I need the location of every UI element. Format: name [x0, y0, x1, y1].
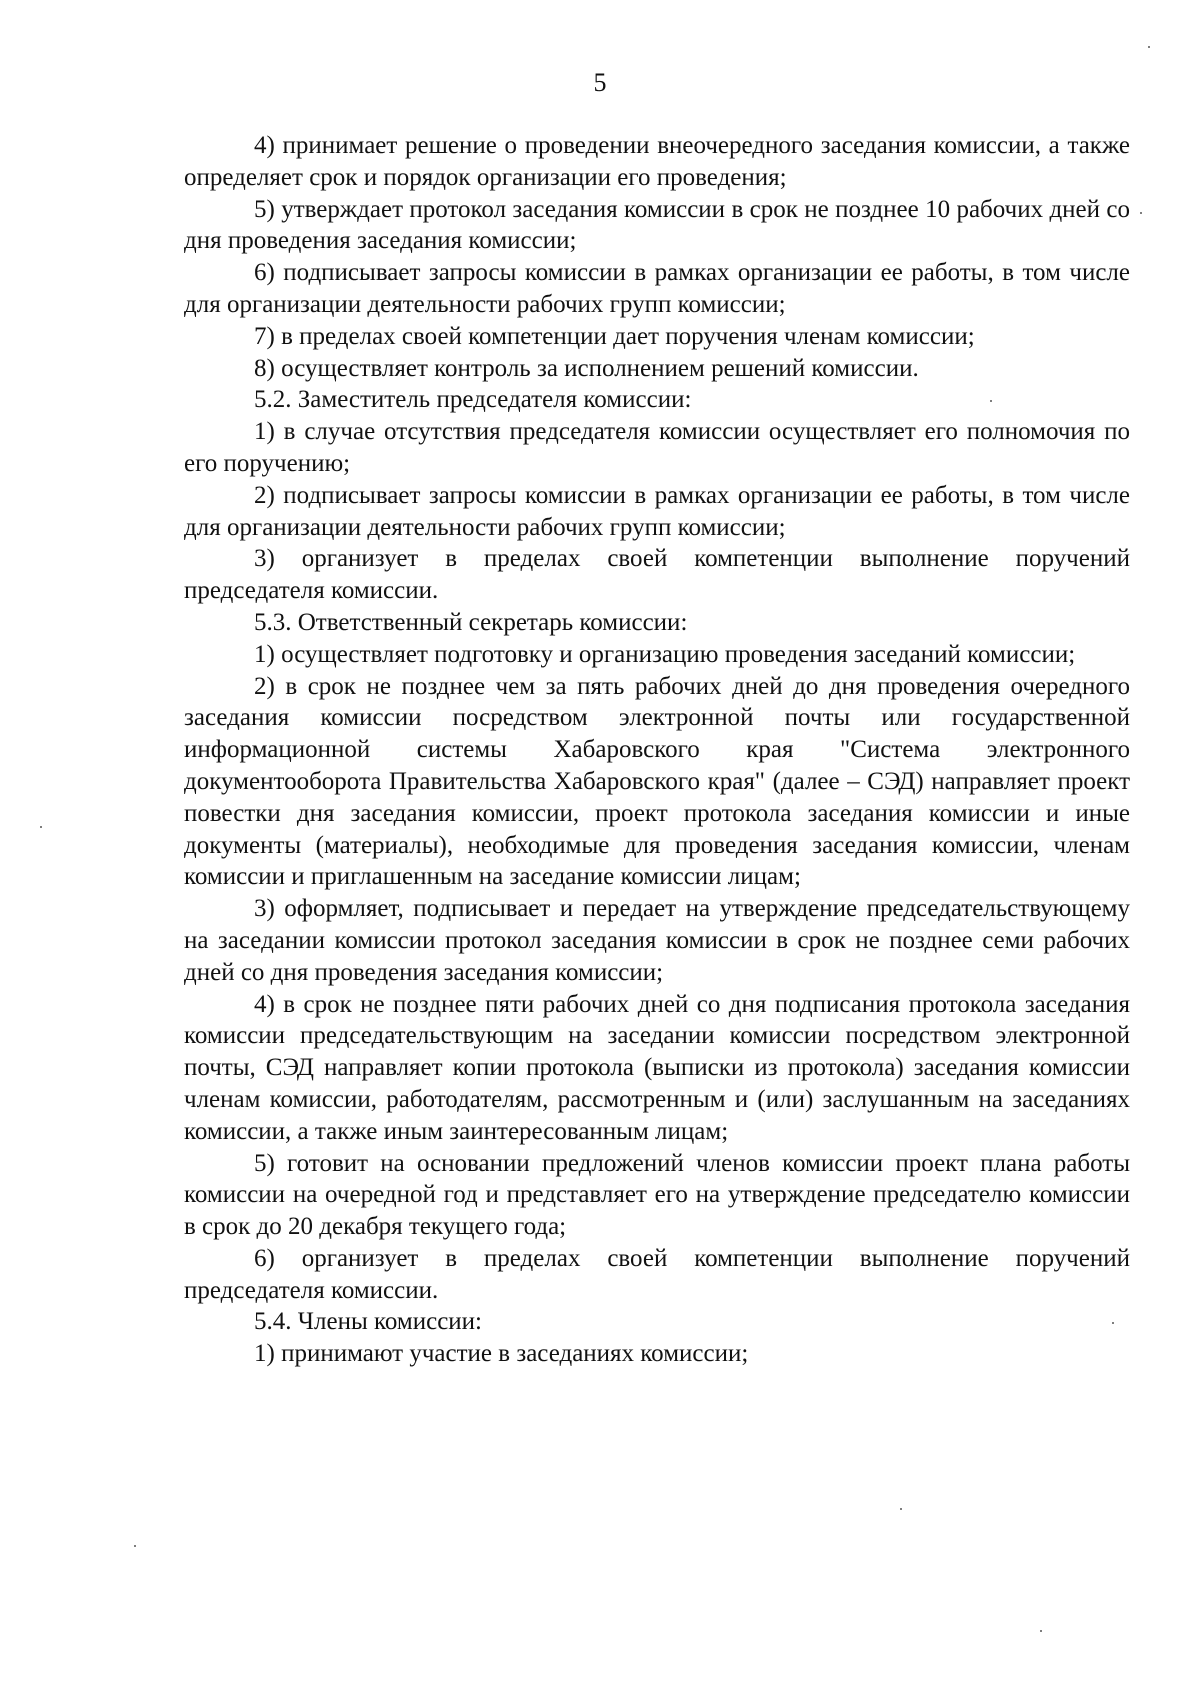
paragraph: 1) принимают участие в заседаниях комиссии;: [254, 1340, 749, 1368]
scan-speck: [900, 1508, 902, 1510]
document-body: [184, 130, 1130, 1370]
section-heading: 5.2. Заместитель председателя комиссии:: [254, 386, 692, 414]
scan-speck: [990, 400, 992, 402]
scan-speck: [1112, 1322, 1114, 1324]
paragraph: 2) в срок не позднее чем за пять рабочих дней до дня проведения очередного заседания комиссии посредством электронной почты или государственной информационной системы Хабаровского края "Система электронного документооборота Правительства Хабаровского края" (далее – СЭД) направляет проект повестки дня заседания комиссии, проект протокола заседания комиссии и иные документы (материалы), необходимые для проведения заседания комиссии, членам комиссии и приглашенным на заседание комиссии лицам;: [184, 672, 1130, 891]
scan-speck: [134, 1545, 136, 1547]
paragraph: 2) подписывает запросы комиссии в рамках организации ее работы, в том числе для организации деятельности рабочих групп комиссии;: [184, 481, 1130, 541]
scan-speck: [40, 826, 42, 828]
section-heading: 5.4. Члены комиссии:: [254, 1308, 482, 1336]
page-number: 5: [593, 68, 607, 97]
paragraph: 7) в пределах своей компетенции дает поручения членам комиссии;: [254, 322, 975, 350]
paragraph: 8) осуществляет контроль за исполнением решений комиссии.: [254, 354, 919, 382]
paragraph: 1) в случае отсутствия председателя комиссии осуществляет его полномочия по его поручению;: [184, 418, 1130, 477]
paragraph: 4) принимает решение о проведении внеочередного заседания комиссии, а также определяет срок и порядок организации его проведения;: [184, 132, 1130, 191]
paragraph: 4) в срок не позднее пяти рабочих дней со дня подписания протокола заседания комиссии председательствующим на заседании комиссии посредством электронной почты, СЭД направляет копии протокола (выписки из протокола) заседания комиссии членам комиссии, работодателям, рассмотренным и (или) заслушанным на заседаниях комиссии, а также иным заинтересованным лицам;: [184, 990, 1130, 1145]
scan-speck: [1148, 46, 1150, 48]
paragraph: 5) готовит на основании предложений членов комиссии проект плана работы комиссии на очередной год и представляет его на утверждение председателю комиссии в срок до 20 декабря текущего года;: [184, 1149, 1130, 1241]
scan-speck: [1140, 212, 1142, 214]
paragraph: 5) утверждает протокол заседания комиссии в срок не позднее 10 рабочих дней со дня проведения заседания комиссии;: [184, 195, 1130, 255]
paragraph: 3) организует в пределах своей компетенции выполнение поручений председателя комиссии.: [184, 545, 1130, 605]
scan-speck: [1040, 1630, 1042, 1632]
paragraph: 6) подписывает запросы комиссии в рамках организации ее работы, в том числе для организации деятельности рабочих групп комиссии;: [184, 259, 1130, 318]
paragraph: 3) оформляет, подписывает и передает на утверждение председательствующему на заседании комиссии протокол заседания комиссии в срок не позднее семи рабочих дней со дня проведения заседания комиссии;: [184, 895, 1130, 986]
paragraph: 1) осуществляет подготовку и организацию проведения заседаний комиссии;: [254, 640, 1076, 668]
section-heading: 5.3. Ответственный секретарь комиссии:: [254, 608, 688, 636]
paragraph: 6) организует в пределах своей компетенции выполнение поручений председателя комиссии.: [184, 1244, 1130, 1304]
